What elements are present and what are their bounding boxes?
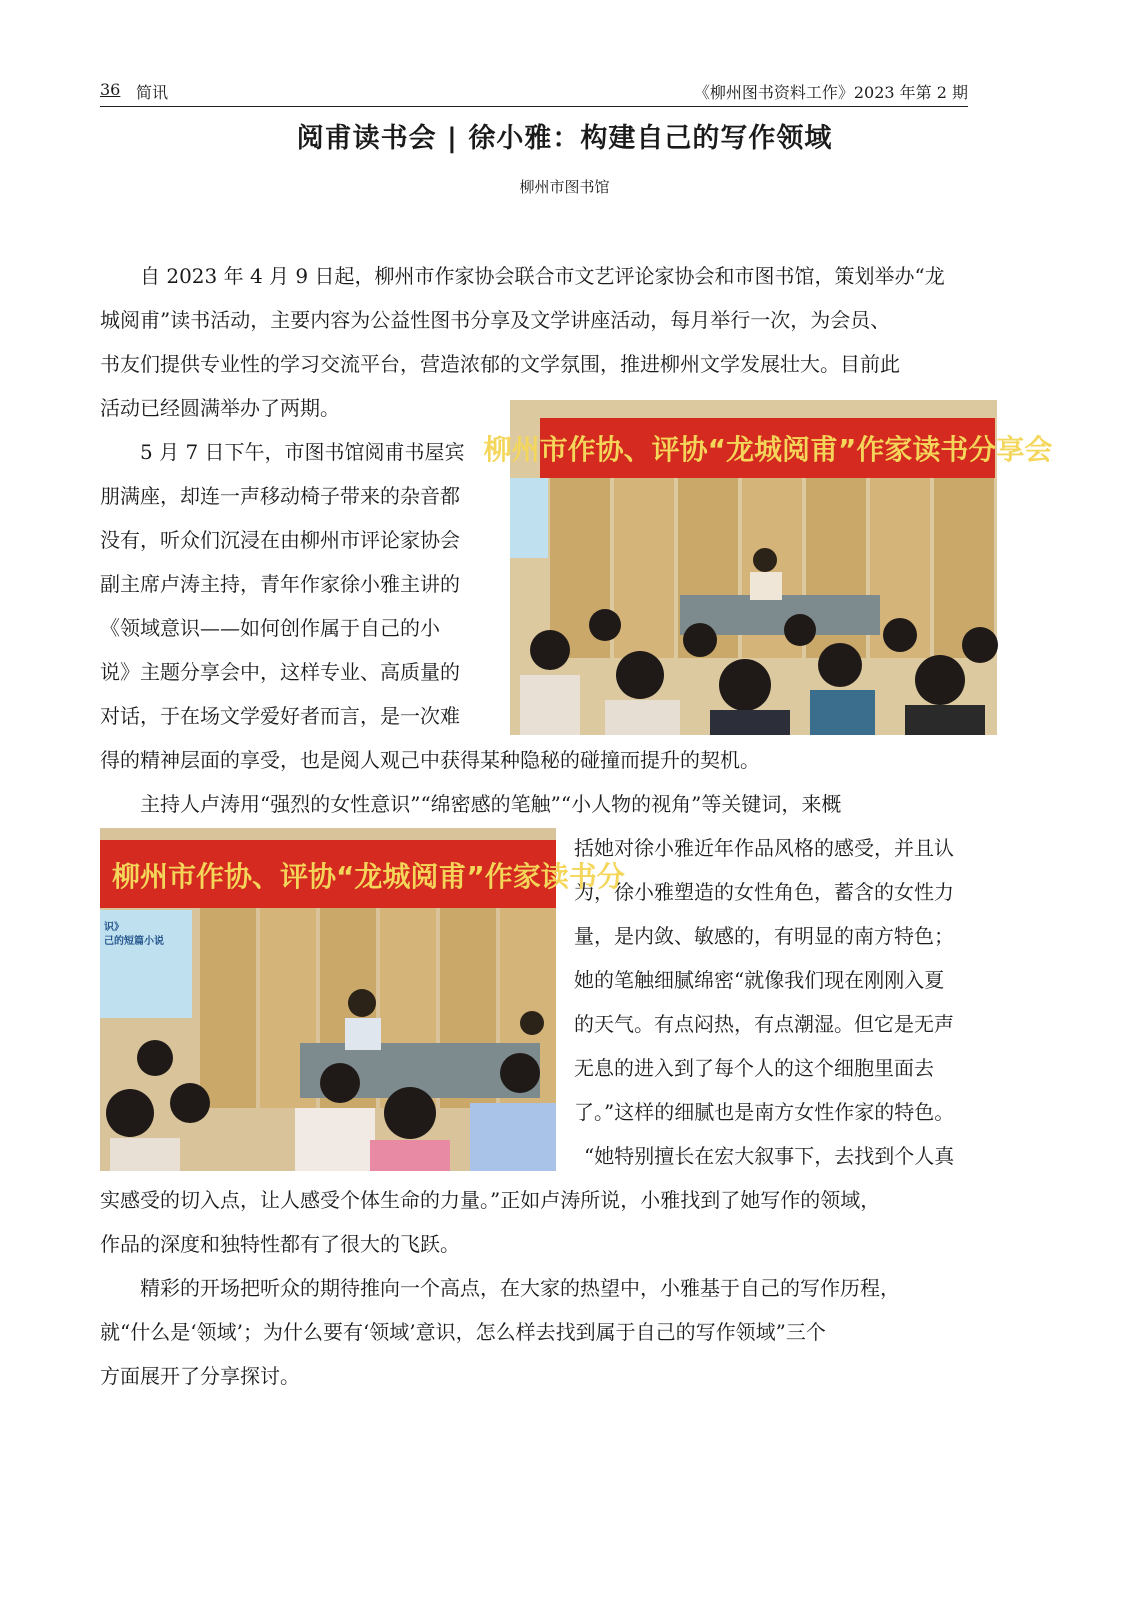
paragraph-3-line-10: 实感受的切入点，让人感受个体生命的力量。”正如卢涛所说，小雅找到了她写作的领域，	[100, 1188, 881, 1212]
paragraph-2-line-8: 得的精神层面的享受，也是阅人观己中获得某种隐秘的碰撞而提升的契机。	[100, 748, 760, 772]
screen-text-2: 己的短篇小说	[104, 936, 164, 947]
event-photo-1	[483, 400, 1053, 735]
page-number: 36	[100, 80, 121, 99]
paragraph-2-line-7: 对话，于在场文学爱好者而言，是一次难	[100, 704, 460, 728]
paragraph-2-line-4: 副主席卢涛主持，青年作家徐小雅主讲的	[100, 572, 460, 596]
paragraph-1-line-2: 城阅甫”读书活动，主要内容为公益性图书分享及文学讲座活动，每月举行一次，为会员、	[100, 308, 891, 332]
paragraph-4-line-1: 精彩的开场把听众的期待推向一个高点，在大家的热望中，小雅基于自己的写作历程，	[140, 1276, 900, 1300]
paragraph-4-line-3: 方面展开了分享探讨。	[100, 1364, 300, 1388]
paragraph-2-line-5: 《领域意识——如何创作属于自己的小	[100, 616, 440, 640]
banner-2-text: 柳州市作协、评协“龙城阅甫”作家读书分	[112, 860, 625, 893]
article-author: 柳州市图书馆	[519, 178, 610, 196]
paragraph-2-line-2: 朋满座，却连一声移动椅子带来的杂音都	[100, 484, 460, 508]
paragraph-3-line-1: 主持人卢涛用“强烈的女性意识”“绵密感的笔触”“小人物的视角”等关键词，来概	[140, 792, 842, 816]
event-photo-2	[100, 828, 625, 1171]
paragraph-3-line-8: 了。”这样的细腻也是南方女性作家的特色。	[574, 1100, 955, 1124]
paragraph-3-line-6: 的天气。有点闷热，有点潮湿。但它是无声	[574, 1012, 954, 1036]
section-label: 简讯	[136, 83, 169, 102]
paragraph-3-line-4: 量，是内敛、敏感的，有明显的南方特色；	[574, 924, 954, 948]
paragraph-2-line-1: 5 月 7 日下午，市图书馆阅甫书屋宾	[140, 440, 465, 464]
paragraph-1-line-1: 自 2023 年 4 月 9 日起，柳州市作家协会联合市文艺评论家协会和市图书馆，策划举办“龙	[140, 264, 945, 288]
paragraph-4-line-2: 就“什么是‘领域’；为什么要有‘领域’意识，怎么样去找到属于自己的写作领域”三个	[100, 1320, 826, 1344]
paragraph-3-line-2: 括她对徐小雅近年作品风格的感受，并且认	[574, 836, 954, 860]
screen-text-1: 识》	[104, 922, 124, 933]
paragraph-3-line-3: 为，徐小雅塑造的女性角色，蓄含的女性力	[574, 880, 954, 904]
paragraph-1-line-3: 书友们提供专业性的学习交流平台，营造浓郁的文学氛围，推进柳州文学发展壮大。目前此	[100, 352, 900, 376]
paragraph-3-line-9: “她特别擅长在宏大叙事下，去找到个人真	[584, 1144, 955, 1168]
article-title: 阅甫读书会 | 徐小雅：构建自己的写作领域	[296, 123, 833, 154]
paragraph-2-line-3: 没有，听众们沉浸在由柳州市评论家协会	[100, 528, 460, 552]
paragraph-3-line-11: 作品的深度和独特性都有了很大的飞跃。	[100, 1232, 460, 1256]
paragraph-1-line-4: 活动已经圆满举办了两期。	[100, 396, 340, 420]
page-header	[100, 80, 968, 107]
journal-name: 《柳州图书资料工作》2023 年第 2 期	[693, 83, 968, 102]
paragraph-2-line-6: 说》主题分享会中，这样专业、高质量的	[100, 660, 460, 684]
paragraph-3-line-7: 无息的进入到了每个人的这个细胞里面去	[574, 1056, 934, 1080]
paragraph-3-line-5: 她的笔触细腻绵密“就像我们现在刚刚入夏	[574, 968, 945, 992]
banner-1-text: 柳州市作协、评协“龙城阅甫”作家读书分享会	[483, 433, 1053, 466]
